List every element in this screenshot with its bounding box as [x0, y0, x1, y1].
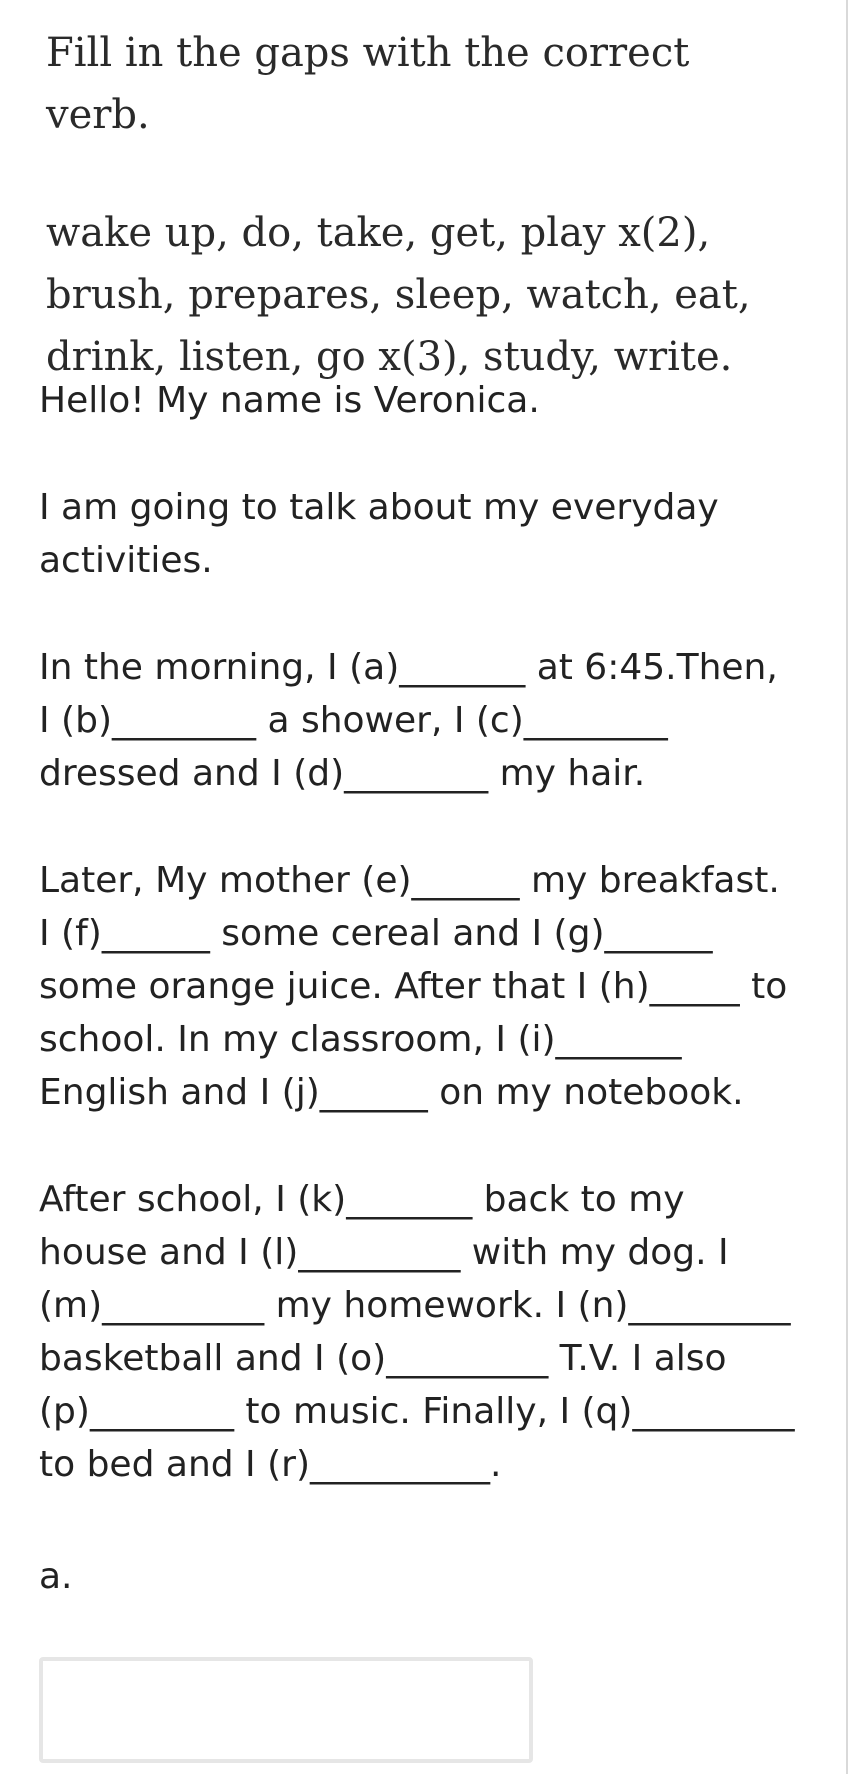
story-text — [39, 374, 799, 1545]
story-paragraph-morning: In the morning, I (a)_______ at 6:45.Then, I (b)________ a shower, I (c)________ dressed and I (d)________ my hair. — [39, 647, 778, 794]
story-intro: I am going to talk about my everyday activities. — [39, 487, 719, 581]
answer-input-a[interactable] — [39, 1657, 533, 1763]
instructions-title: Fill in the gaps with the correct verb. — [46, 30, 690, 138]
word-bank: wake up, do, take, get, play x(2), brush, prepares, sleep, watch, eat, drink, listen, go x(3), study, write. — [46, 210, 751, 380]
answer-label-a: a. — [39, 1556, 73, 1597]
story-greeting: Hello! My name is Veronica. — [39, 380, 540, 421]
story-paragraph-after-school: After school, I (k)_______ back to my house and I (l)_________ with my dog. I (m)_________ my homework. I (n)_________ basketball and I (o)_________ T.V. I also (p)________ to music. Finally, I (q)_________ to bed and I (r)__________. — [39, 1179, 795, 1485]
instructions-block — [46, 22, 786, 388]
page-right-border — [846, 0, 848, 1774]
story-paragraph-school: Later, My mother (e)______ my breakfast. I (f)______ some cereal and I (g)______ some orange juice. After that I (h)_____ to school. In my classroom, I (i)_______ English and I (j)______ on my notebook. — [39, 860, 788, 1113]
